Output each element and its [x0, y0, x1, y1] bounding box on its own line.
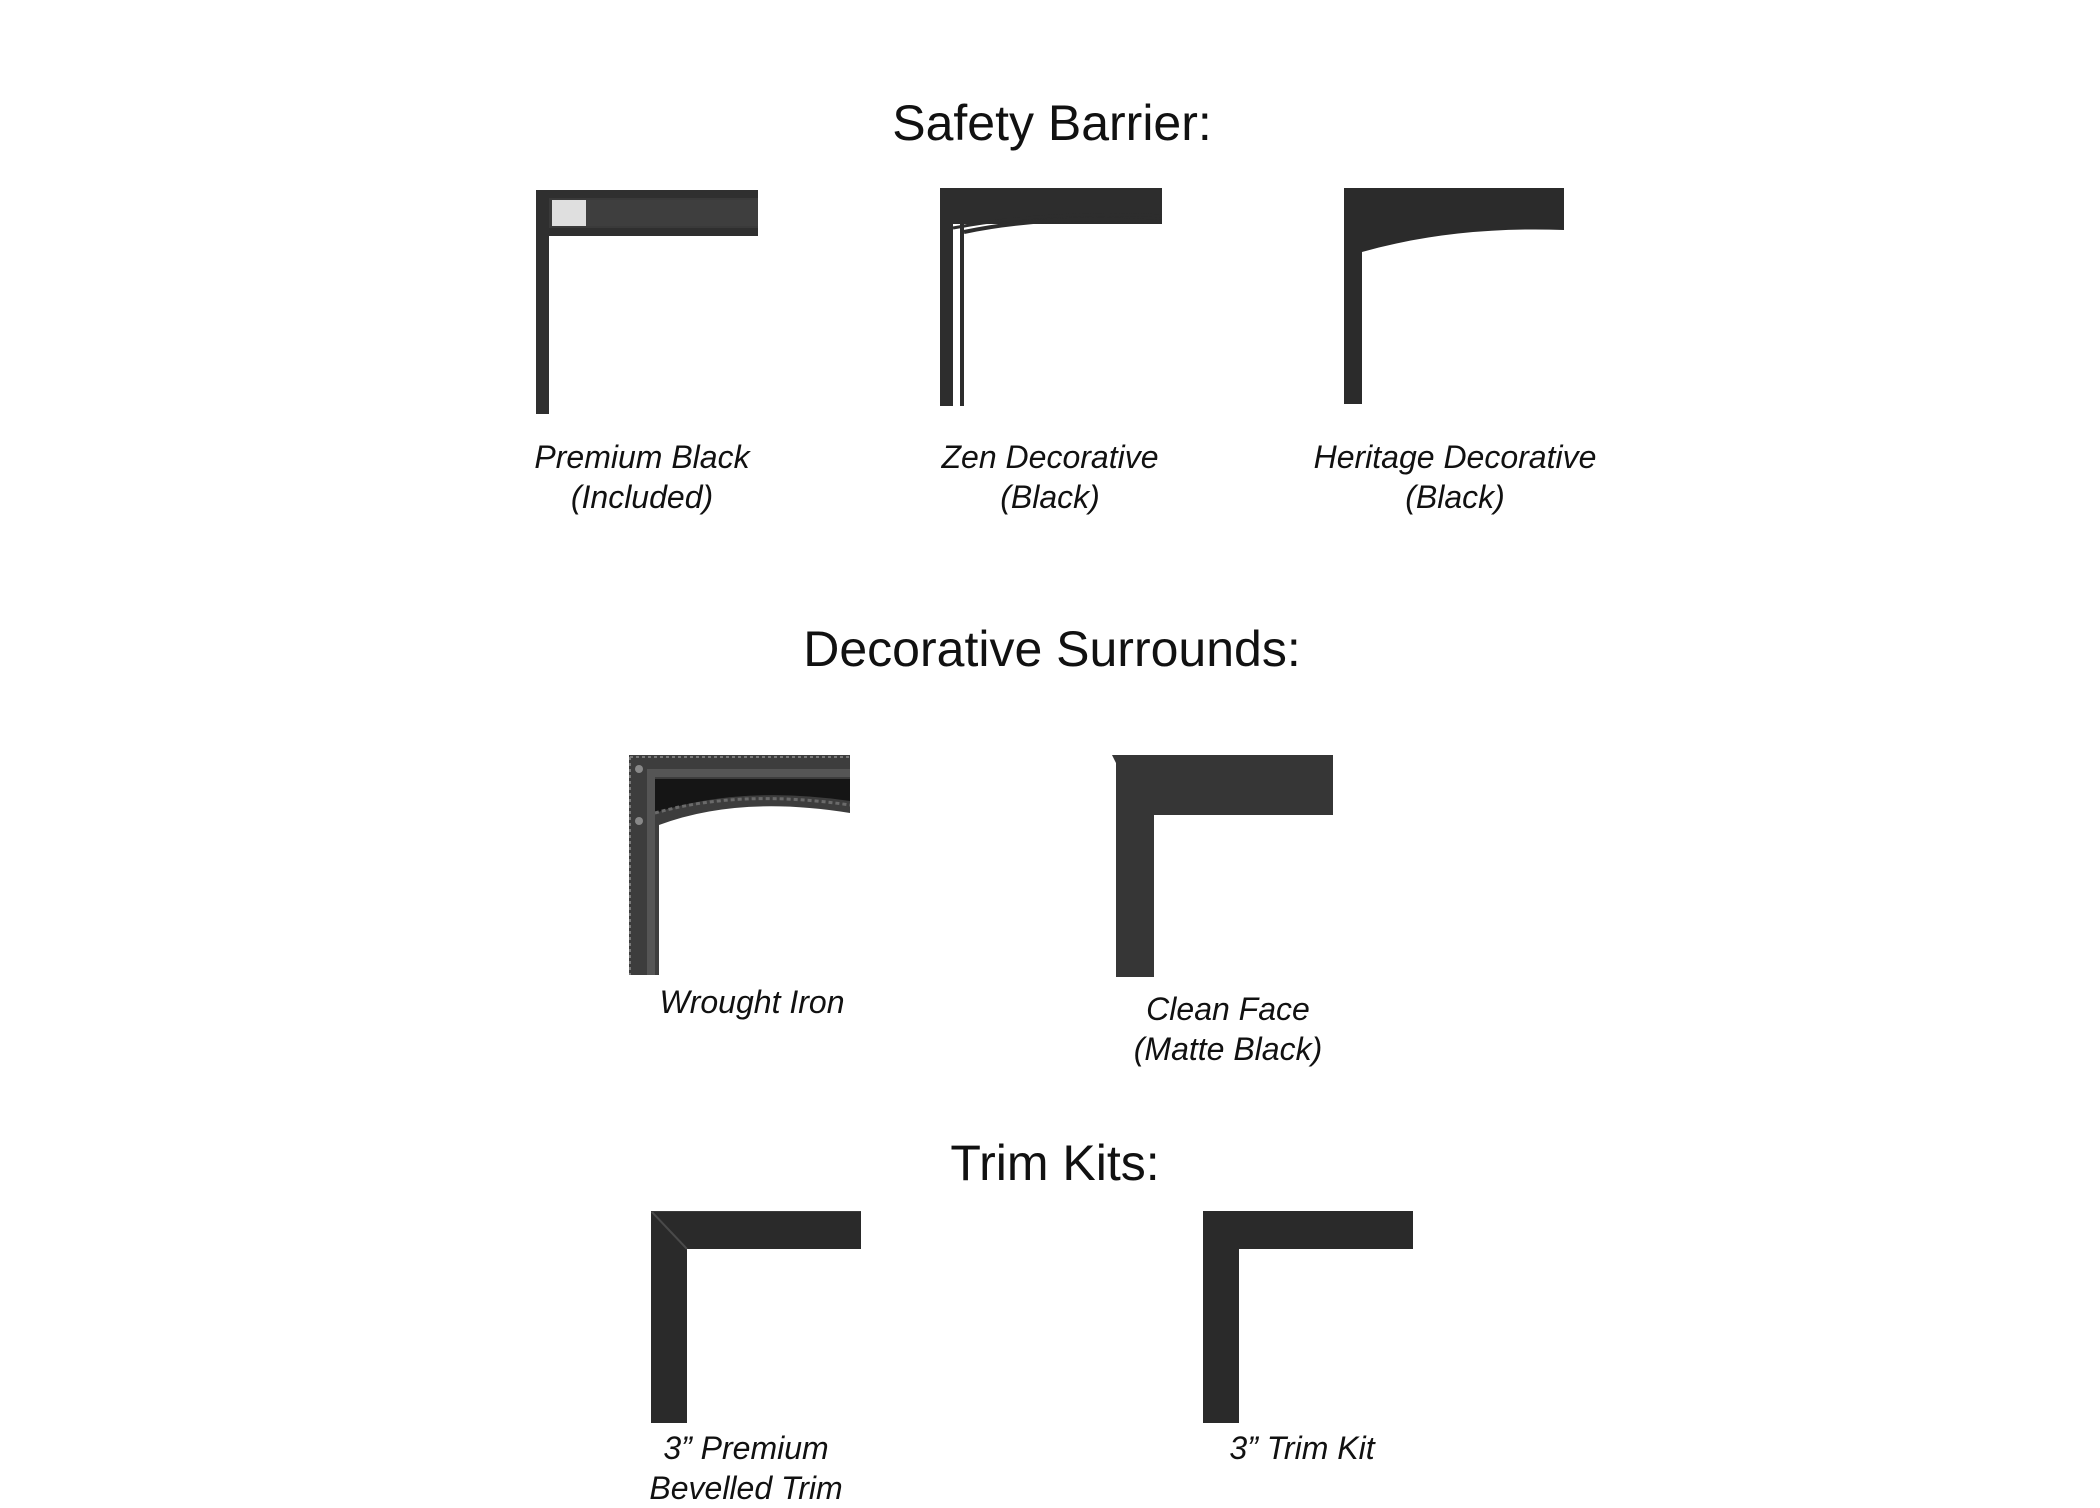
clean-face-caption	[1134, 989, 1322, 1069]
heritage-decorative-caption	[1314, 437, 1597, 517]
caption-line-2: (Matte Black)	[1133, 1031, 1323, 1067]
premium-bevelled-trim-icon	[651, 1211, 861, 1423]
caption-line-1: 3” Trim Kit	[1229, 1430, 1375, 1466]
caption-line-2: Bevelled Trim	[649, 1470, 843, 1506]
caption-line-1: Premium Black	[534, 439, 750, 475]
premium-bevelled-trim-caption	[649, 1428, 842, 1508]
caption-line-2: (Black)	[1405, 479, 1505, 515]
trim-kit-icon	[1203, 1211, 1413, 1423]
caption-line-2: (Included)	[570, 479, 714, 515]
caption-line-1: Clean Face	[1146, 991, 1310, 1027]
trim-kits-heading: Trim Kits:	[950, 1135, 1160, 1191]
clean-face-surround-icon	[1112, 755, 1333, 977]
heritage-decorative-barrier-icon	[1344, 188, 1564, 404]
caption-line-1: Heritage Decorative	[1313, 439, 1597, 475]
zen-decorative-barrier-icon	[940, 188, 1162, 406]
decorative-surrounds-heading: Decorative Surrounds:	[803, 621, 1301, 677]
wrought-iron-caption	[660, 982, 845, 1022]
wrought-iron-surround-icon	[629, 755, 850, 975]
caption-line-1: Wrought Iron	[659, 984, 845, 1020]
zen-decorative-caption	[942, 437, 1159, 517]
caption-line-1: Zen Decorative	[941, 439, 1159, 475]
caption-line-1: 3” Premium	[663, 1430, 829, 1466]
premium-black-barrier-icon	[536, 190, 758, 414]
caption-line-2: (Black)	[1000, 479, 1100, 515]
premium-black-caption	[534, 437, 749, 517]
trim-kit-caption	[1229, 1428, 1374, 1468]
safety-barrier-heading: Safety Barrier:	[892, 95, 1212, 151]
